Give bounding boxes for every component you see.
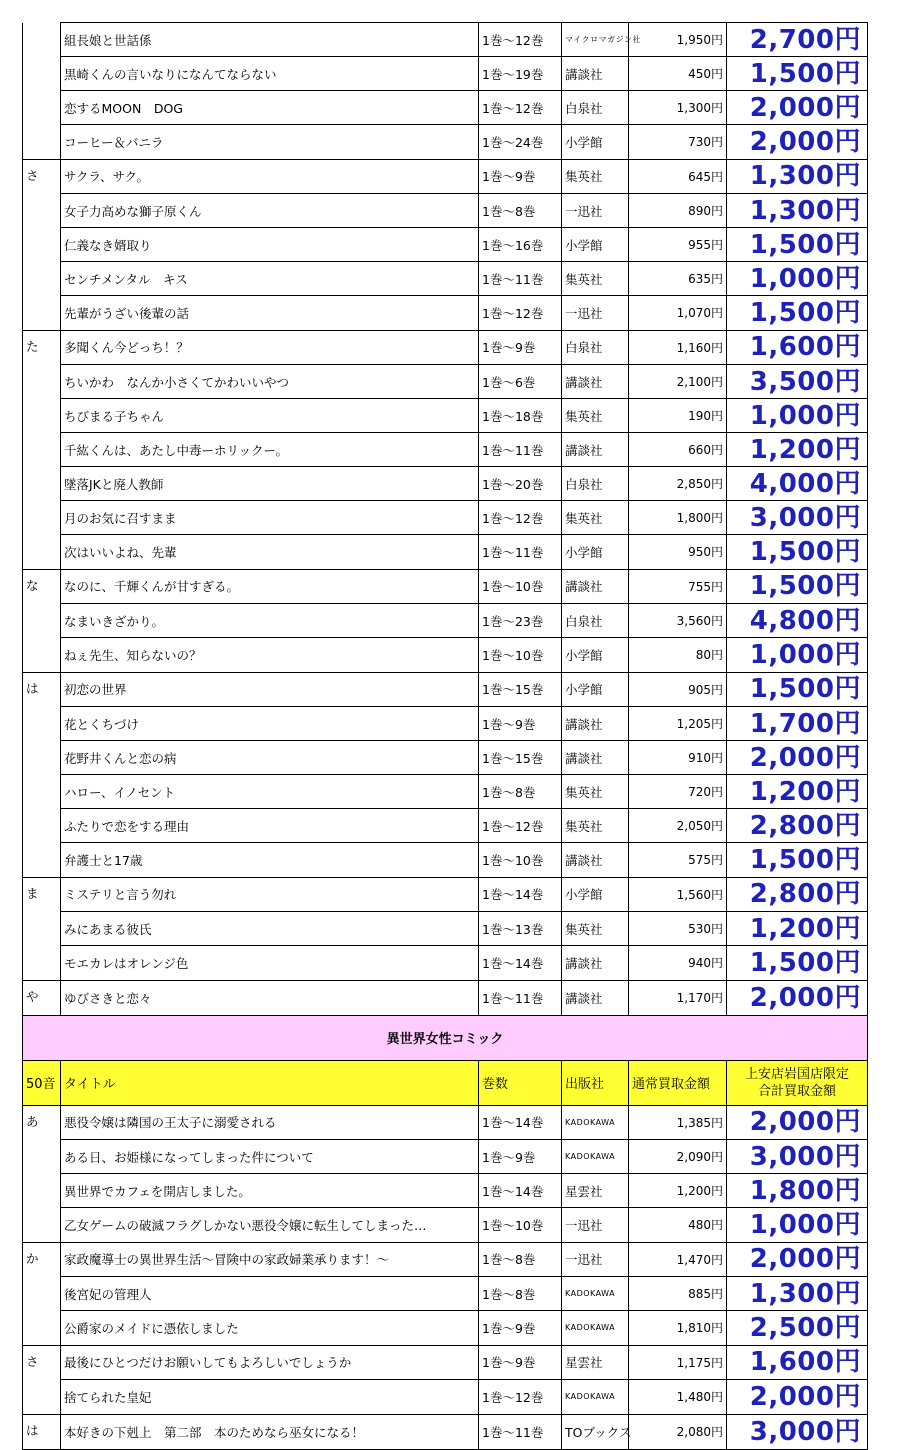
header-normal-price: 通常買取金額	[629, 1060, 727, 1105]
normal-price-cell: 530円	[629, 912, 727, 946]
publisher-cell: 講談社	[562, 843, 629, 878]
volumes-cell: 1巻～8巻	[479, 194, 562, 228]
kana-cell	[23, 741, 61, 775]
title-cell: 初恋の世界	[61, 672, 479, 707]
special-price-cell: 2,800円	[727, 877, 868, 912]
table-row	[23, 433, 868, 467]
special-price-cell: 1,600円	[727, 1345, 868, 1380]
title-cell: 本好きの下剋上 第二部 本のためなら巫女になる！	[61, 1414, 479, 1449]
title-cell: 多聞くん今どっち！？	[61, 330, 479, 365]
kana-cell	[23, 1277, 61, 1311]
publisher-cell: 集英社	[562, 809, 629, 843]
table-row	[23, 57, 868, 91]
volumes-cell: 1巻～15巻	[479, 741, 562, 775]
volumes-cell: 1巻～23巻	[479, 604, 562, 638]
kana-cell	[23, 638, 61, 673]
title-cell: 月のお気に召すまま	[61, 501, 479, 535]
special-price-cell: 1,500円	[727, 569, 868, 604]
kana-cell	[23, 1174, 61, 1208]
publisher-cell: 集英社	[562, 399, 629, 433]
kana-cell	[23, 365, 61, 399]
normal-price-cell: 1,200円	[629, 1174, 727, 1208]
volumes-cell: 1巻～9巻	[479, 1140, 562, 1174]
publisher-cell: 講談社	[562, 707, 629, 741]
kana-cell	[23, 399, 61, 433]
special-price-cell: 4,000円	[727, 467, 868, 501]
publisher-cell: 星雲社	[562, 1345, 629, 1380]
kana-cell	[23, 775, 61, 809]
normal-price-cell: 950円	[629, 535, 727, 570]
table-row	[23, 775, 868, 809]
kana-cell	[23, 843, 61, 878]
section-block	[23, 1015, 868, 1105]
volumes-cell: 1巻～14巻	[479, 877, 562, 912]
special-price-cell: 4,800円	[727, 604, 868, 638]
volumes-cell: 1巻～12巻	[479, 1380, 562, 1415]
publisher-cell: 集英社	[562, 501, 629, 535]
title-cell: 捨てられた皇妃	[61, 1380, 479, 1415]
special-price-cell: 1,600円	[727, 330, 868, 365]
title-cell: センチメンタル キス	[61, 262, 479, 296]
header-special-line1: 上安店岩国店限定	[744, 1066, 849, 1082]
normal-price-cell: 645円	[629, 159, 727, 194]
table-row	[23, 1380, 868, 1415]
table-row	[23, 741, 868, 775]
title-cell: ハロー、イノセント	[61, 775, 479, 809]
volumes-cell: 1巻～11巻	[479, 535, 562, 570]
special-price-cell: 3,500円	[727, 365, 868, 399]
publisher-cell: 集英社	[562, 262, 629, 296]
publisher-cell: 集英社	[562, 775, 629, 809]
publisher-cell: KADOKAWA	[562, 1380, 629, 1415]
header-title: タイトル	[61, 1060, 479, 1105]
title-cell: ふたりで恋をする理由	[61, 809, 479, 843]
publisher-cell: 小学館	[562, 877, 629, 912]
volumes-cell: 1巻～14巻	[479, 946, 562, 981]
table-row	[23, 1311, 868, 1346]
table-row	[23, 330, 868, 365]
volumes-cell: 1巻～12巻	[479, 23, 562, 57]
special-price-cell: 1,200円	[727, 912, 868, 946]
special-price-cell: 2,000円	[727, 741, 868, 775]
normal-price-cell: 190円	[629, 399, 727, 433]
volumes-cell: 1巻～18巻	[479, 399, 562, 433]
publisher-cell: 集英社	[562, 159, 629, 194]
title-cell: ある日、お姫様になってしまった件について	[61, 1140, 479, 1174]
volumes-cell: 1巻～6巻	[479, 365, 562, 399]
normal-price-cell: 2,850円	[629, 467, 727, 501]
special-price-cell: 2,000円	[727, 1380, 868, 1415]
special-price-cell: 1,500円	[727, 535, 868, 570]
kana-cell	[23, 467, 61, 501]
title-cell: 千紘くんは、あたし中毒ーホリックー。	[61, 433, 479, 467]
normal-price-cell: 2,080円	[629, 1414, 727, 1449]
buyback-price-table	[22, 22, 868, 1450]
publisher-cell: 小学館	[562, 535, 629, 570]
kana-cell: た	[23, 330, 61, 365]
title-cell: なのに、千輝くんが甘すぎる。	[61, 569, 479, 604]
table-row	[23, 809, 868, 843]
kana-cell	[23, 1140, 61, 1174]
section-title-row	[23, 1015, 868, 1060]
special-price-cell: 2,000円	[727, 91, 868, 125]
kana-cell: は	[23, 672, 61, 707]
publisher-cell: 講談社	[562, 946, 629, 981]
table-row	[23, 980, 868, 1015]
kana-cell	[23, 1311, 61, 1346]
title-cell: 乙女ゲームの破滅フラグしかない悪役令嬢に転生してしまった…	[61, 1208, 479, 1243]
table-row	[23, 1105, 868, 1140]
header-publisher: 出版社	[562, 1060, 629, 1105]
title-cell: 先輩がうざい後輩の話	[61, 296, 479, 331]
volumes-cell: 1巻～12巻	[479, 809, 562, 843]
special-price-cell: 1,000円	[727, 1208, 868, 1243]
kana-cell: ま	[23, 877, 61, 912]
table-row	[23, 399, 868, 433]
volumes-cell: 1巻～9巻	[479, 707, 562, 741]
special-price-cell: 1,300円	[727, 1277, 868, 1311]
publisher-cell: KADOKAWA	[562, 1277, 629, 1311]
kana-cell	[23, 125, 61, 160]
special-price-cell: 1,500円	[727, 843, 868, 878]
normal-price-cell: 575円	[629, 843, 727, 878]
publisher-cell: マイクロマガジン社	[562, 23, 629, 57]
publisher-cell: 一迅社	[562, 1242, 629, 1277]
volumes-cell: 1巻～10巻	[479, 569, 562, 604]
volumes-cell: 1巻～11巻	[479, 1414, 562, 1449]
volumes-cell: 1巻～8巻	[479, 1277, 562, 1311]
publisher-cell: 白泉社	[562, 604, 629, 638]
kana-cell	[23, 535, 61, 570]
table-row	[23, 194, 868, 228]
normal-price-cell: 1,800円	[629, 501, 727, 535]
normal-price-cell: 1,480円	[629, 1380, 727, 1415]
kana-cell	[23, 23, 61, 57]
kana-cell: さ	[23, 1345, 61, 1380]
publisher-cell: TOブックス	[562, 1414, 629, 1449]
special-price-cell: 2,800円	[727, 809, 868, 843]
special-price-cell: 1,500円	[727, 57, 868, 91]
section-title: 異世界女性コミック	[23, 1015, 868, 1060]
special-price-cell: 1,200円	[727, 775, 868, 809]
volumes-cell: 1巻～12巻	[479, 501, 562, 535]
volumes-cell: 1巻～10巻	[479, 638, 562, 673]
bottom-table-body	[23, 1105, 868, 1449]
publisher-cell: 講談社	[562, 569, 629, 604]
normal-price-cell: 1,070円	[629, 296, 727, 331]
title-cell: 女子力高めな獅子原くん	[61, 194, 479, 228]
kana-cell	[23, 1208, 61, 1243]
special-price-cell: 3,000円	[727, 1414, 868, 1449]
kana-cell	[23, 57, 61, 91]
table-row	[23, 604, 868, 638]
title-cell: サクラ、サク。	[61, 159, 479, 194]
kana-cell: か	[23, 1242, 61, 1277]
title-cell: ゆびさきと恋々	[61, 980, 479, 1015]
header-kana: 50音	[23, 1060, 61, 1105]
normal-price-cell: 2,050円	[629, 809, 727, 843]
normal-price-cell: 450円	[629, 57, 727, 91]
special-price-cell: 1,000円	[727, 399, 868, 433]
title-cell: 後宮妃の管理人	[61, 1277, 479, 1311]
kana-cell	[23, 604, 61, 638]
kana-cell	[23, 501, 61, 535]
special-price-cell: 1,300円	[727, 159, 868, 194]
title-cell: ちいかわ なんか小さくてかわいいやつ	[61, 365, 479, 399]
publisher-cell: KADOKAWA	[562, 1105, 629, 1140]
table-row	[23, 1345, 868, 1380]
normal-price-cell: 1,170円	[629, 980, 727, 1015]
special-price-cell: 1,000円	[727, 262, 868, 296]
normal-price-cell: 885円	[629, 1277, 727, 1311]
title-cell: なまいきざかり。	[61, 604, 479, 638]
table-row	[23, 707, 868, 741]
title-cell: みにあまる彼氏	[61, 912, 479, 946]
title-cell: ミステリと言う勿れ	[61, 877, 479, 912]
special-price-cell: 1,500円	[727, 228, 868, 262]
normal-price-cell: 1,810円	[629, 1311, 727, 1346]
kana-cell: さ	[23, 159, 61, 194]
normal-price-cell: 955円	[629, 228, 727, 262]
normal-price-cell: 80円	[629, 638, 727, 673]
header-special-line2: 合計買取金額	[757, 1083, 836, 1099]
special-price-cell: 1,700円	[727, 707, 868, 741]
special-price-cell: 2,000円	[727, 125, 868, 160]
title-cell: ねぇ先生、知らないの？	[61, 638, 479, 673]
table-row	[23, 1208, 868, 1243]
volumes-cell: 1巻～13巻	[479, 912, 562, 946]
header-volumes: 巻数	[479, 1060, 562, 1105]
normal-price-cell: 910円	[629, 741, 727, 775]
title-cell: 仁義なき婿取り	[61, 228, 479, 262]
publisher-cell: 白泉社	[562, 467, 629, 501]
normal-price-cell: 720円	[629, 775, 727, 809]
title-cell: ちびまる子ちゃん	[61, 399, 479, 433]
volumes-cell: 1巻～10巻	[479, 843, 562, 878]
table-row	[23, 1414, 868, 1449]
table-row	[23, 569, 868, 604]
table-row	[23, 672, 868, 707]
table-row	[23, 946, 868, 981]
title-cell: 異世界でカフェを開店しました。	[61, 1174, 479, 1208]
publisher-cell: KADOKAWA	[562, 1311, 629, 1346]
volumes-cell: 1巻～11巻	[479, 262, 562, 296]
title-cell: 最後にひとつだけお願いしてもよろしいでしょうか	[61, 1345, 479, 1380]
normal-price-cell: 1,950円	[629, 23, 727, 57]
normal-price-cell: 1,470円	[629, 1242, 727, 1277]
publisher-cell: 小学館	[562, 638, 629, 673]
special-price-cell: 1,500円	[727, 296, 868, 331]
title-cell: 家政魔導士の異世界生活～冒険中の家政婦業承ります！～	[61, 1242, 479, 1277]
kana-cell	[23, 433, 61, 467]
publisher-cell: 白泉社	[562, 91, 629, 125]
title-cell: 公爵家のメイドに憑依しました	[61, 1311, 479, 1346]
table-row	[23, 877, 868, 912]
normal-price-cell: 660円	[629, 433, 727, 467]
publisher-cell: 一迅社	[562, 194, 629, 228]
normal-price-cell: 635円	[629, 262, 727, 296]
normal-price-cell: 1,560円	[629, 877, 727, 912]
volumes-cell: 1巻～10巻	[479, 1208, 562, 1243]
normal-price-cell: 2,100円	[629, 365, 727, 399]
special-price-cell: 1,300円	[727, 194, 868, 228]
special-price-cell: 1,500円	[727, 672, 868, 707]
volumes-cell: 1巻～14巻	[479, 1105, 562, 1140]
normal-price-cell: 1,385円	[629, 1105, 727, 1140]
column-header-row	[23, 1060, 868, 1105]
volumes-cell: 1巻～15巻	[479, 672, 562, 707]
table-row	[23, 296, 868, 331]
volumes-cell: 1巻～12巻	[479, 91, 562, 125]
normal-price-cell: 1,300円	[629, 91, 727, 125]
publisher-cell: KADOKAWA	[562, 1140, 629, 1174]
special-price-cell: 1,800円	[727, 1174, 868, 1208]
kana-cell: あ	[23, 1105, 61, 1140]
title-cell: 悪役令嬢は隣国の王太子に溺愛される	[61, 1105, 479, 1140]
kana-cell	[23, 91, 61, 125]
kana-cell	[23, 228, 61, 262]
title-cell: 組長娘と世話係	[61, 23, 479, 57]
title-cell: 弁護士と17歳	[61, 843, 479, 878]
table-row	[23, 159, 868, 194]
publisher-cell: 小学館	[562, 672, 629, 707]
normal-price-cell: 3,560円	[629, 604, 727, 638]
publisher-cell: 白泉社	[562, 330, 629, 365]
special-price-cell: 2,000円	[727, 1242, 868, 1277]
table-row	[23, 535, 868, 570]
table-row	[23, 262, 868, 296]
table-row	[23, 638, 868, 673]
table-row	[23, 365, 868, 399]
title-cell: 墜落JKと廃人教師	[61, 467, 479, 501]
volumes-cell: 1巻～8巻	[479, 775, 562, 809]
kana-cell	[23, 296, 61, 331]
special-price-cell: 3,000円	[727, 501, 868, 535]
volumes-cell: 1巻～12巻	[479, 296, 562, 331]
publisher-cell: 講談社	[562, 741, 629, 775]
table-row	[23, 1242, 868, 1277]
publisher-cell: 講談社	[562, 365, 629, 399]
header-special-price	[727, 1060, 868, 1105]
table-row	[23, 91, 868, 125]
kana-cell	[23, 1380, 61, 1415]
kana-cell: な	[23, 569, 61, 604]
volumes-cell: 1巻～20巻	[479, 467, 562, 501]
normal-price-cell: 2,090円	[629, 1140, 727, 1174]
volumes-cell: 1巻～9巻	[479, 1345, 562, 1380]
special-price-cell: 2,700円	[727, 23, 868, 57]
kana-cell	[23, 262, 61, 296]
publisher-cell: 一迅社	[562, 1208, 629, 1243]
normal-price-cell: 480円	[629, 1208, 727, 1243]
publisher-cell: 集英社	[562, 912, 629, 946]
normal-price-cell: 755円	[629, 569, 727, 604]
special-price-cell: 2,000円	[727, 1105, 868, 1140]
table-row	[23, 1277, 868, 1311]
normal-price-cell: 1,175円	[629, 1345, 727, 1380]
normal-price-cell: 890円	[629, 194, 727, 228]
table-row	[23, 23, 868, 57]
title-cell: モエカレはオレンジ色	[61, 946, 479, 981]
kana-cell: や	[23, 980, 61, 1015]
kana-cell	[23, 809, 61, 843]
normal-price-cell: 940円	[629, 946, 727, 981]
publisher-cell: 講談社	[562, 980, 629, 1015]
table-row	[23, 843, 868, 878]
normal-price-cell: 730円	[629, 125, 727, 160]
special-price-cell: 1,000円	[727, 638, 868, 673]
kana-cell	[23, 707, 61, 741]
top-table-body	[23, 23, 868, 1016]
special-price-cell: 2,000円	[727, 980, 868, 1015]
publisher-cell: 小学館	[562, 125, 629, 160]
table-row	[23, 1140, 868, 1174]
kana-cell	[23, 946, 61, 981]
publisher-cell: 講談社	[562, 433, 629, 467]
publisher-cell: 一迅社	[562, 296, 629, 331]
publisher-cell: 小学館	[562, 228, 629, 262]
volumes-cell: 1巻～8巻	[479, 1242, 562, 1277]
table-row	[23, 912, 868, 946]
table-row	[23, 228, 868, 262]
special-price-cell: 2,500円	[727, 1311, 868, 1346]
title-cell: 花野井くんと恋の病	[61, 741, 479, 775]
volumes-cell: 1巻～9巻	[479, 330, 562, 365]
kana-cell	[23, 912, 61, 946]
table-row	[23, 1174, 868, 1208]
normal-price-cell: 1,160円	[629, 330, 727, 365]
title-cell: 恋するMOON DOG	[61, 91, 479, 125]
table-row	[23, 467, 868, 501]
title-cell: 花とくちづけ	[61, 707, 479, 741]
normal-price-cell: 905円	[629, 672, 727, 707]
volumes-cell: 1巻～11巻	[479, 980, 562, 1015]
volumes-cell: 1巻～24巻	[479, 125, 562, 160]
kana-cell: は	[23, 1414, 61, 1449]
table-row	[23, 125, 868, 160]
special-price-cell: 1,500円	[727, 946, 868, 981]
publisher-cell: 星雲社	[562, 1174, 629, 1208]
title-cell: 黒崎くんの言いなりになんてならない	[61, 57, 479, 91]
normal-price-cell: 1,205円	[629, 707, 727, 741]
special-price-cell: 3,000円	[727, 1140, 868, 1174]
volumes-cell: 1巻～11巻	[479, 433, 562, 467]
special-price-cell: 1,200円	[727, 433, 868, 467]
title-cell: 次はいいよね、先輩	[61, 535, 479, 570]
volumes-cell: 1巻～9巻	[479, 1311, 562, 1346]
volumes-cell: 1巻～16巻	[479, 228, 562, 262]
volumes-cell: 1巻～14巻	[479, 1174, 562, 1208]
volumes-cell: 1巻～9巻	[479, 159, 562, 194]
title-cell: コーヒー＆バニラ	[61, 125, 479, 160]
table-row	[23, 501, 868, 535]
publisher-cell: 講談社	[562, 57, 629, 91]
volumes-cell: 1巻～19巻	[479, 57, 562, 91]
kana-cell	[23, 194, 61, 228]
